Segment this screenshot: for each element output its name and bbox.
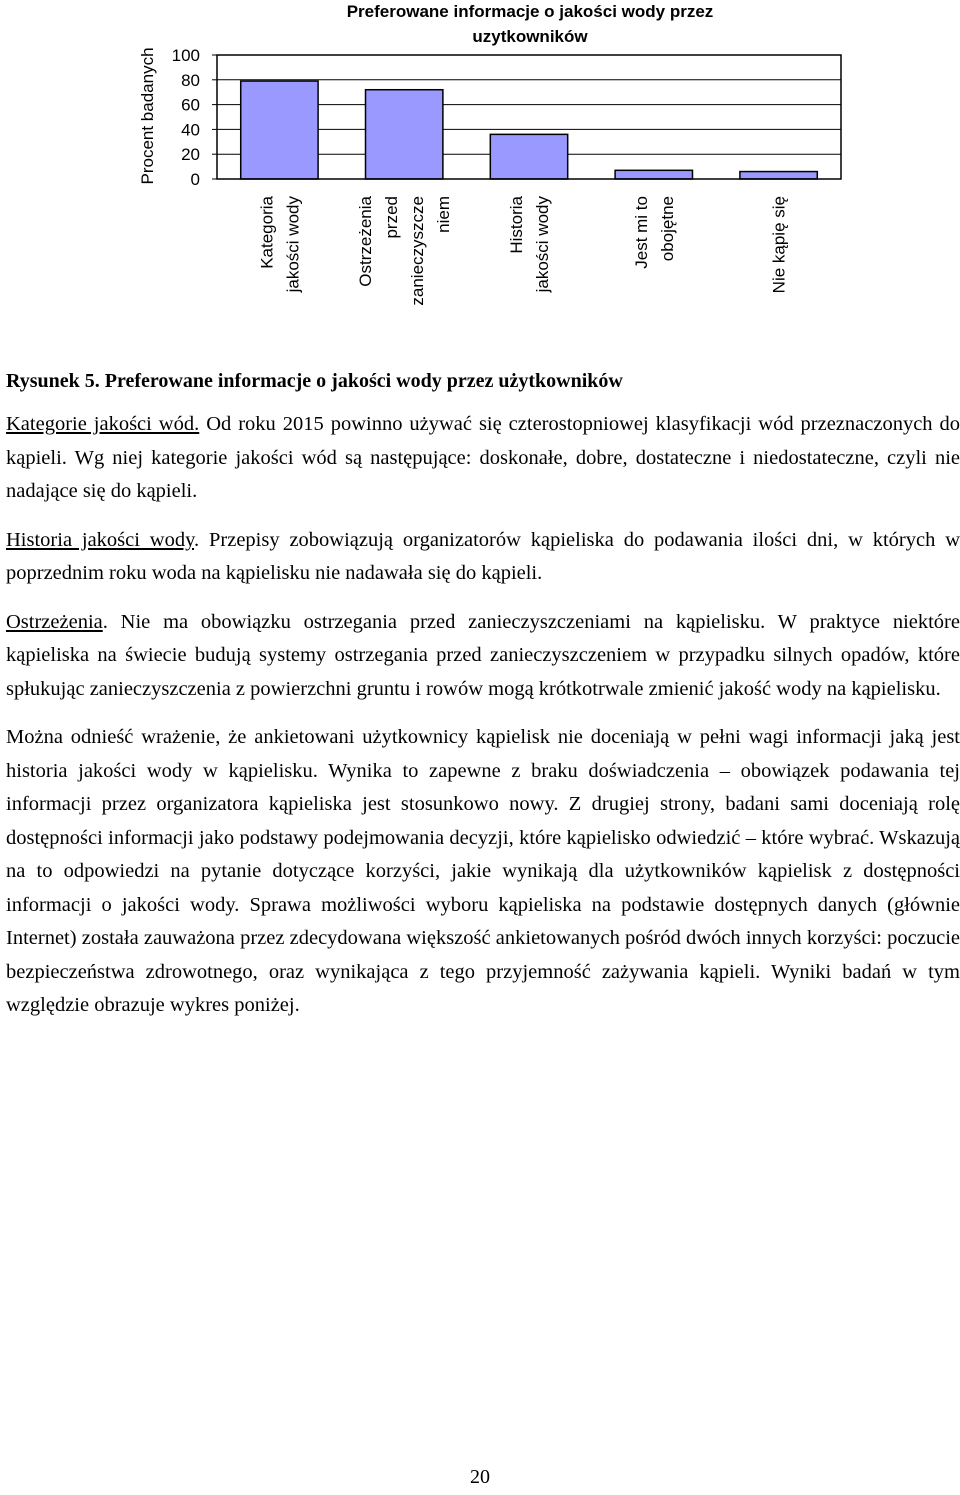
x-tick-label: jakości wody bbox=[283, 196, 303, 293]
y-axis-label: Procent badanych bbox=[138, 47, 157, 185]
x-tick-label: Ostrzeżenia bbox=[356, 196, 376, 287]
paragraph-categories bbox=[6, 408, 960, 509]
x-tick-label: przed bbox=[382, 196, 402, 239]
bar-chart bbox=[0, 0, 960, 350]
paragraph-discussion: Można odnieść wrażenie, że ankietowani użytkownicy kąpielisk nie doceniają w pełni wagi informacji jaką jest historia jakości wody w kąpielisku. Wynika to zapewne z braku doświadczenia – obowiązek podawania tej informacji przez organizatora kąpieliska jest stosunkowo nowy. Z drugiej strony, badani sami doceniają rolę dostępności informacji jako podstawy podejmowania decyzji, które kąpielisko odwiedzić – które wybrać. Wskazują na to odpowiedzi na pytanie dotyczące korzyści, jakie wynikają dla użytkowników kąpielisk z dostępności informacji o jakości wody. Sprawa możliwości wyboru kąpieliska na podstawie dostępnych danych (głównie Internet) została zauważona przez zdecydowana większość ankietowanych pośród dwóch innych korzyści: poczucie bezpieczeństwa zdrowotnego, oraz wynikająca z tego przyjemność zażywania kąpieli. Wyniki badań w tym względzie obrazuje wykres poniżej. bbox=[6, 726, 960, 1016]
x-tick-label: obojętne bbox=[657, 196, 677, 262]
x-tick-label: jakości wody bbox=[533, 196, 552, 293]
x-tick-label: niem bbox=[434, 196, 454, 233]
y-tick-label: 100 bbox=[171, 46, 200, 65]
y-tick-label: 60 bbox=[181, 95, 200, 115]
y-tick-label: 20 bbox=[181, 145, 200, 165]
chart-title-line-2: uzytkowników bbox=[472, 27, 588, 46]
heading-history: Historia jakości wody bbox=[6, 528, 195, 551]
y-tick-label: 0 bbox=[190, 170, 200, 189]
text-warnings: . Nie ma obowiązku ostrzegania przed zanieczyszczeniami na kąpielisku. W praktyce niektóre kąpieliska na świecie budują systemy ostrzegania przed zanieczyszczeniem w przypadku silnych opadów, które spłukując zanieczyszczenia z powierzchni gruntu i rowów mogą krótkotrwale zmienić jakość wody na kąpielisku. bbox=[6, 610, 960, 700]
bar bbox=[740, 172, 817, 179]
bar bbox=[490, 134, 567, 179]
text-history: . Przepisy zobowiązują organizatorów kąpieliska do podawania ilości dni, w których w poprzednim roku woda na kąpielisku nie nadawała się do kąpieli. bbox=[6, 528, 960, 584]
x-tick-label: Jest mi to bbox=[631, 196, 651, 269]
x-tick-label: Historia bbox=[507, 196, 526, 254]
bar bbox=[615, 170, 692, 179]
y-tick-label: 80 bbox=[181, 70, 200, 90]
heading-warnings: Ostrzeżenia bbox=[6, 610, 103, 633]
chart-title-line-1: Preferowane informacje o jakości wody przez bbox=[346, 2, 714, 21]
bars bbox=[241, 81, 818, 179]
bar bbox=[366, 90, 443, 179]
y-tick-labels bbox=[172, 46, 217, 189]
text-categories: Od roku 2015 powinno używać się czterostopniowej klasyfikacji wód przeznaczonych do kąpieli. Wg niej kategorie jakości wód są następujące: doskonałe, dobre, dostateczne i niedostateczne, czyli nie nadające się do kąpieli. bbox=[6, 413, 960, 502]
y-tick-label: 40 bbox=[181, 120, 200, 140]
bar bbox=[241, 81, 318, 179]
figure-caption: Rysunek 5. Preferowane informacje o jakości wody przez użytkowników bbox=[6, 370, 623, 392]
paragraph-history bbox=[6, 524, 960, 591]
body-text bbox=[6, 408, 960, 1038]
x-tick-label: Nie kąpię się bbox=[769, 196, 789, 294]
x-tick-labels bbox=[257, 195, 788, 305]
heading-categories: Kategorie jakości wód. bbox=[6, 413, 200, 435]
x-tick-label: zanieczyszcze bbox=[408, 196, 428, 306]
x-tick-label: Kategoria bbox=[257, 196, 277, 269]
paragraph-warnings bbox=[6, 606, 960, 707]
page-number: 20 bbox=[470, 1466, 490, 1488]
